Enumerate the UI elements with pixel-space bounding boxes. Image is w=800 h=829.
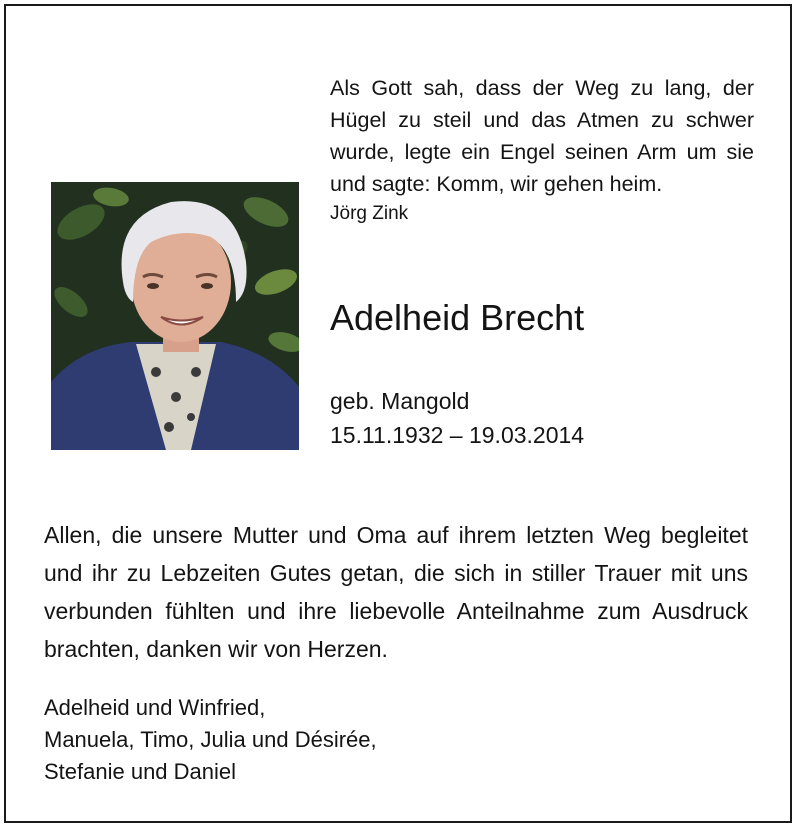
quote-text: Als Gott sah, dass der Weg zu lang, der Hügel zu steil und das Atmen zu schwer wurde, legte ein Engel seinen Arm um sie und sagte: Komm, wir gehen heim.: [330, 76, 754, 196]
life-dates: 15.11.1932 – 19.03.2014: [330, 422, 585, 448]
signer-line: Stefanie und Daniel: [44, 759, 237, 784]
signer-line: Adelheid und Winfried,: [44, 695, 266, 720]
quote-block: [330, 72, 754, 228]
portrait-image: [51, 182, 299, 450]
quote-author: Jörg Zink: [330, 203, 409, 224]
portrait-photo: [51, 182, 299, 450]
thanks-text: Allen, die unsere Mutter und Oma auf ihrem letzten Weg begleitet und ihr zu Lebzeiten Gutes getan, die sich in stiller Trauer mit uns verbunden fühlten und ihre liebevolle Anteilnahme zum Ausdruck brachten, danken wir von Herzen.: [44, 522, 748, 662]
birth-name: geb. Mangold: [330, 388, 470, 414]
signers-list: [44, 692, 748, 788]
signer-line: Manuela, Timo, Julia und Désirée,: [44, 727, 377, 752]
deceased-name: Adelheid Brecht: [330, 297, 585, 338]
obituary-notice: [4, 4, 792, 823]
